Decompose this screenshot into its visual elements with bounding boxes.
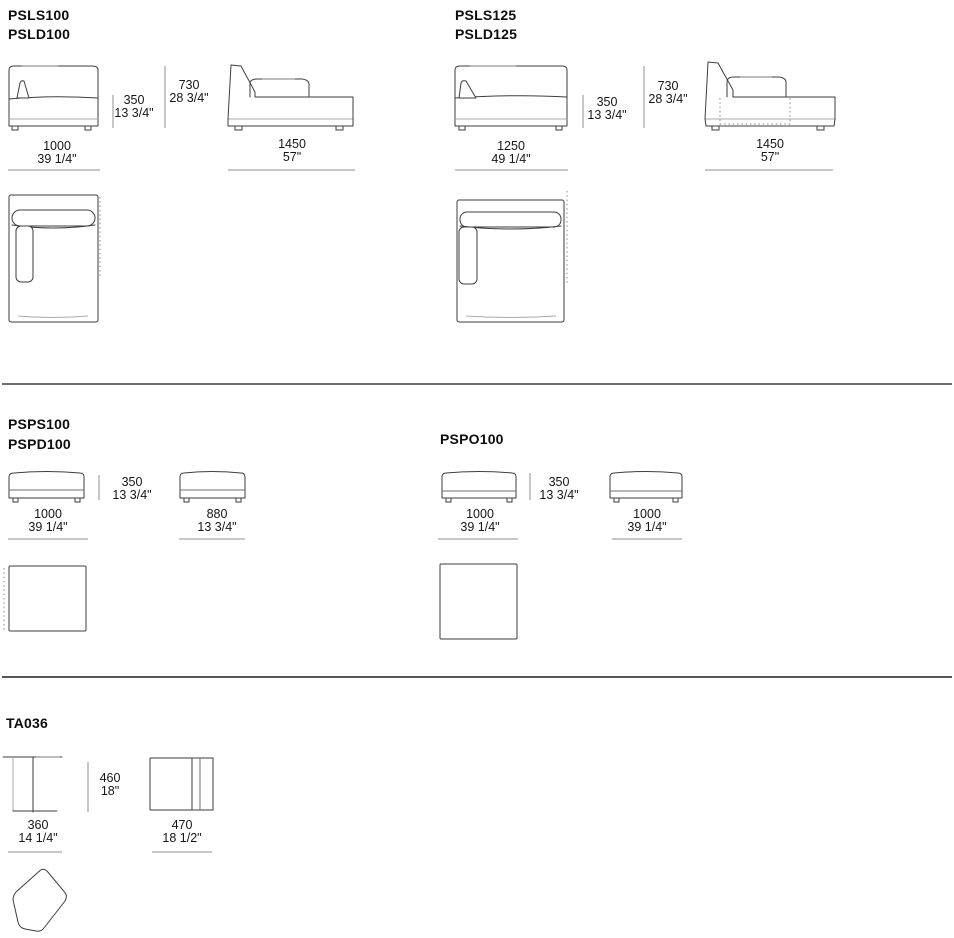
dim-mm: 1000 bbox=[633, 507, 661, 521]
sofa-leg bbox=[817, 126, 824, 130]
dim-inches: 14 1/4" bbox=[18, 831, 58, 845]
pouf-leg bbox=[13, 498, 18, 502]
dim-width bbox=[162, 819, 201, 845]
pouf-leg bbox=[507, 498, 512, 502]
dim-width bbox=[18, 819, 57, 845]
dim-mm: 1450 bbox=[756, 137, 784, 151]
dim-mm: 880 bbox=[206, 507, 228, 521]
pouf-leg bbox=[673, 498, 678, 502]
dim-inches: 13 3/4" bbox=[539, 488, 579, 502]
pouf-leg bbox=[184, 498, 189, 502]
seat-cushion bbox=[727, 77, 786, 97]
dim-inches: 28 3/4" bbox=[169, 91, 209, 105]
dim-mm: 460 bbox=[99, 771, 121, 785]
front-edge-shading bbox=[466, 316, 556, 318]
psps100-top-view bbox=[4, 566, 86, 631]
base-outline bbox=[733, 97, 835, 119]
dim-inches: 13 3/4" bbox=[114, 106, 154, 120]
base-outline bbox=[228, 119, 353, 126]
sofa-leg bbox=[556, 126, 562, 130]
dim-height bbox=[539, 476, 578, 502]
dim-mm: 350 bbox=[596, 95, 618, 109]
psls125-top-view bbox=[457, 191, 567, 322]
dim-mm: 1000 bbox=[43, 139, 71, 153]
psls100-top-view bbox=[9, 195, 100, 322]
backrest-top-view bbox=[460, 212, 561, 227]
dim-depth bbox=[278, 138, 306, 164]
armrest bbox=[459, 81, 476, 98]
section-divider bbox=[2, 383, 952, 385]
table-side-outline bbox=[150, 758, 213, 810]
seat-depth-dashed-box bbox=[720, 98, 790, 124]
dim-mm: 730 bbox=[178, 78, 200, 92]
base-outline bbox=[705, 119, 835, 126]
dim-mm: 350 bbox=[123, 93, 145, 107]
dim-inches: 39 1/4" bbox=[37, 152, 77, 166]
table-top-view-outline bbox=[13, 869, 66, 931]
dim-inches: 39 1/4" bbox=[460, 520, 500, 534]
dim-total-height bbox=[169, 79, 208, 105]
dim-total-height bbox=[648, 80, 687, 106]
dim-mm: 1450 bbox=[278, 137, 306, 151]
pouf-top-outline bbox=[9, 566, 86, 631]
dim-height bbox=[100, 772, 121, 798]
psls100-front-view bbox=[9, 66, 98, 130]
sofa-leg bbox=[12, 126, 18, 130]
product-code: PSLD100 bbox=[8, 26, 71, 42]
product-code: TA036 bbox=[6, 715, 48, 731]
dim-mm: 360 bbox=[27, 818, 49, 832]
dim-depth bbox=[756, 138, 784, 164]
dim-width bbox=[460, 508, 499, 534]
pouf-leg bbox=[446, 498, 451, 502]
dim-width bbox=[37, 140, 76, 166]
product-code: PSPS100 bbox=[8, 416, 71, 432]
dim-width bbox=[491, 140, 530, 166]
armrest bbox=[17, 81, 29, 98]
dim-inches: 49 1/4" bbox=[491, 152, 531, 166]
ta036-top-view bbox=[13, 869, 66, 931]
seat-cushion bbox=[250, 79, 309, 97]
dim-mm: 1000 bbox=[466, 507, 494, 521]
dim-inches: 57" bbox=[282, 150, 302, 164]
product-code: PSLS125 bbox=[455, 7, 517, 23]
psls125-side-view bbox=[705, 62, 835, 130]
dim-height bbox=[112, 476, 151, 502]
product-code: PSPO100 bbox=[440, 431, 504, 447]
psls125-front-view bbox=[455, 66, 567, 130]
dim-inches: 13 3/4" bbox=[112, 488, 152, 502]
section-divider bbox=[2, 676, 952, 678]
product-code: PSPD100 bbox=[8, 436, 71, 452]
armrest-top-view bbox=[459, 227, 477, 284]
backrest-edge bbox=[718, 63, 733, 97]
dim-mm: 1000 bbox=[34, 507, 62, 521]
dim-mm: 470 bbox=[171, 818, 193, 832]
product-code: PSLS100 bbox=[8, 7, 70, 23]
backrest-edge bbox=[228, 65, 241, 119]
pouf-outline bbox=[610, 472, 682, 499]
sofa-leg bbox=[459, 126, 465, 130]
sofa-leg bbox=[712, 126, 719, 130]
backrest-top-view bbox=[12, 210, 95, 226]
pouf-top-outline bbox=[440, 564, 517, 639]
dim-inches: 39 1/4" bbox=[28, 520, 68, 534]
sofa-leg bbox=[336, 126, 343, 130]
pouf-leg bbox=[236, 498, 241, 502]
pouf-leg bbox=[614, 498, 619, 502]
dim-width bbox=[627, 508, 666, 534]
sofa-leg bbox=[85, 126, 91, 130]
armrest-top-view bbox=[16, 226, 33, 282]
front-edge-shading bbox=[18, 316, 88, 318]
backrest-edge bbox=[705, 62, 718, 119]
sofa-leg bbox=[235, 126, 242, 130]
ta036-front-view bbox=[3, 757, 88, 812]
dim-seat-height bbox=[587, 96, 626, 122]
dim-mm: 350 bbox=[548, 475, 570, 489]
dim-mm: 1250 bbox=[497, 139, 525, 153]
pouf-outline bbox=[180, 472, 245, 499]
dim-mm: 350 bbox=[121, 475, 143, 489]
dim-width bbox=[197, 508, 236, 534]
pouf-outline bbox=[442, 472, 516, 499]
product-code: PSLD125 bbox=[455, 26, 518, 42]
dim-inches: 28 3/4" bbox=[648, 92, 688, 106]
dim-width bbox=[28, 508, 67, 534]
dim-mm: 730 bbox=[657, 79, 679, 93]
dim-seat-height bbox=[114, 94, 153, 120]
psls100-side-view bbox=[228, 65, 353, 130]
dim-inches: 18 1/2" bbox=[162, 831, 202, 845]
pspo100-top-view bbox=[440, 564, 517, 639]
backrest-edge bbox=[241, 66, 255, 97]
base-outline bbox=[255, 97, 353, 119]
dim-inches: 18" bbox=[100, 784, 120, 798]
dim-inches: 13 3/4" bbox=[197, 520, 237, 534]
dim-inches: 13 3/4" bbox=[587, 108, 627, 122]
pouf-outline bbox=[9, 472, 84, 499]
dim-inches: 57" bbox=[760, 150, 780, 164]
pouf-leg bbox=[75, 498, 80, 502]
dim-inches: 39 1/4" bbox=[627, 520, 667, 534]
